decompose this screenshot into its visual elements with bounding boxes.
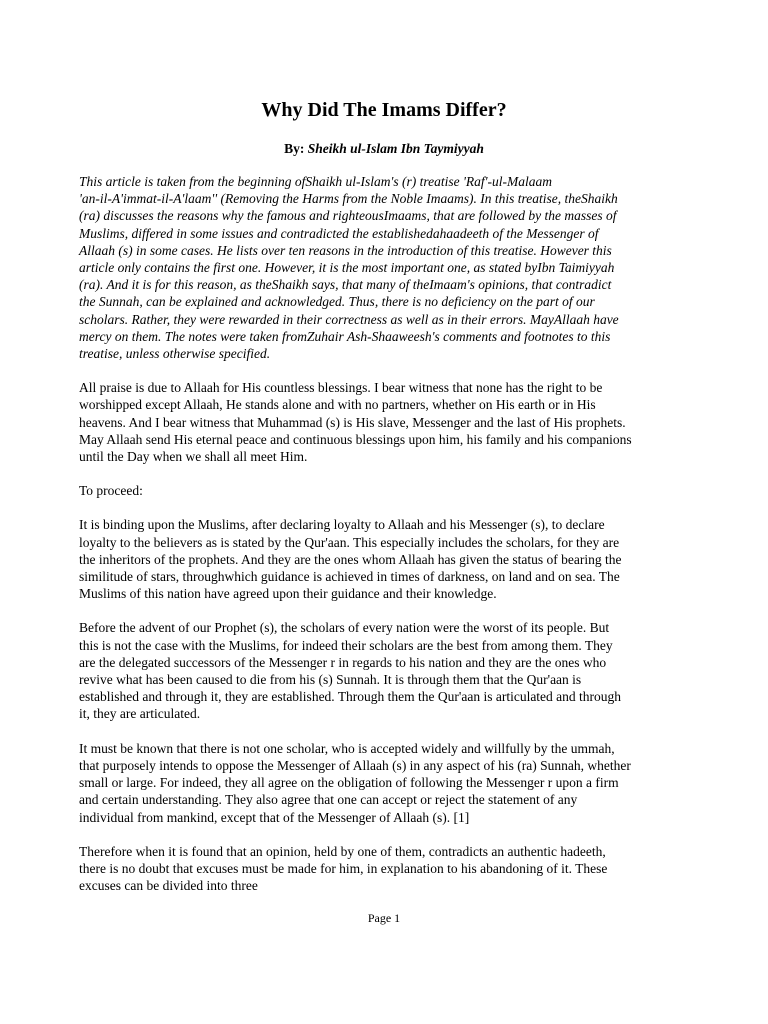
intro-paragraph: This article is taken from the beginning ofShaikh ul-Islam's (r) treatise 'Raf'-ul-Malaam 'an-il-A'immat-il-A'laam'' (Removing the Harms from the Noble Imaams). In this treatise, theShaikh (ra) discusses the reasons why the famous and righteousImaams, that are followed by the masses of Muslims, differed in some issues and contradicted the establishedahaadeeth of the Messenger of Allaah (s) in some cases. He lists over ten reasons in the introduction of this treatise. However this article only contains the first one. However, it is the most important one, as stated byIbn Taimiyyah (ra). And it is for this reason, as theShaikh says, that many of theImaam's opinions, that contradict the Sunnah, can be explained and acknowledged. Thus, there is no deficiency on the part of our scholars. Rather, they were rewarded in their correctness as well as in their errors. MayAllaah have mercy on them. The notes were taken fromZuhair Ash-Shaaweesh's comments and footnotes to this treatise, unless otherwise specified. <box>79 174 619 362</box>
byline <box>0 140 768 158</box>
document-title: Why Did The Imams Differ? <box>261 99 507 121</box>
body-paragraph-5: It must be known that there is not one scholar, who is accepted widely and willfully by the ummah, that purposely intends to oppose the Messenger of Allaah (s) in any aspect of his (ra) Sunnah, whether small or large. For indeed, they all agree on the obligation of following the Messenger r upon a firm and certain understanding. They also agree that one can accept or reject the statement of any individual from mankind, except that of the Messenger of Allaah (s). [1] <box>79 740 631 825</box>
body-paragraph-1: All praise is due to Allaah for His countless blessings. I bear witness that none has the right to be worshipped except Allaah, He stands alone and with no partners, whether on His earth or in His heavens. And I bear witness that Muhammad (s) is His slave, Messenger and the last of His prophets. May Allaah send His eternal peace and continuous blessings upon him, his family and his companions until the Day when we shall all meet Him. <box>79 380 632 465</box>
body-paragraph-4: Before the advent of our Prophet (s), the scholars of every nation were the worst of its people. But this is not the case with the Muslims, for indeed their scholars are the best from among them. They are the delegated successors of the Messenger r in regards to his nation and they are the ones who revive what has been caused to die from his (s) Sunnah. It is through them that the Qur'aan is established and through it, they are established. Through them the Qur'aan is articulated and through it, they are articulated. <box>79 620 622 722</box>
article-body <box>79 173 701 911</box>
body-paragraph-3: It is binding upon the Muslims, after declaring loyalty to Allaah and his Messenger (s), to declare loyalty to the believers as is stated by the Qur'aan. This especially includes the scholars, for they are the inheritors of the prophets. And they are the ones whom Allaah has given the status of bearing the similitude of stars, throughwhich guidance is achieved in times of darkness, on land and on sea. The Muslims of this nation have agreed upon their guidance and their knowledge. <box>79 517 622 602</box>
author-name: Sheikh ul-Islam Ibn Taymiyyah <box>307 141 484 156</box>
body-paragraph-2: To proceed: <box>79 483 143 499</box>
byline-label: By: <box>284 141 305 156</box>
body-paragraph-6: Therefore when it is found that an opinion, held by one of them, contradicts an authentic hadeeth, there is no doubt that excuses must be made for him, in explanation to his abandoning of it. These excuses can be divided into three <box>79 843 608 894</box>
page-number: Page 1 <box>367 911 401 925</box>
